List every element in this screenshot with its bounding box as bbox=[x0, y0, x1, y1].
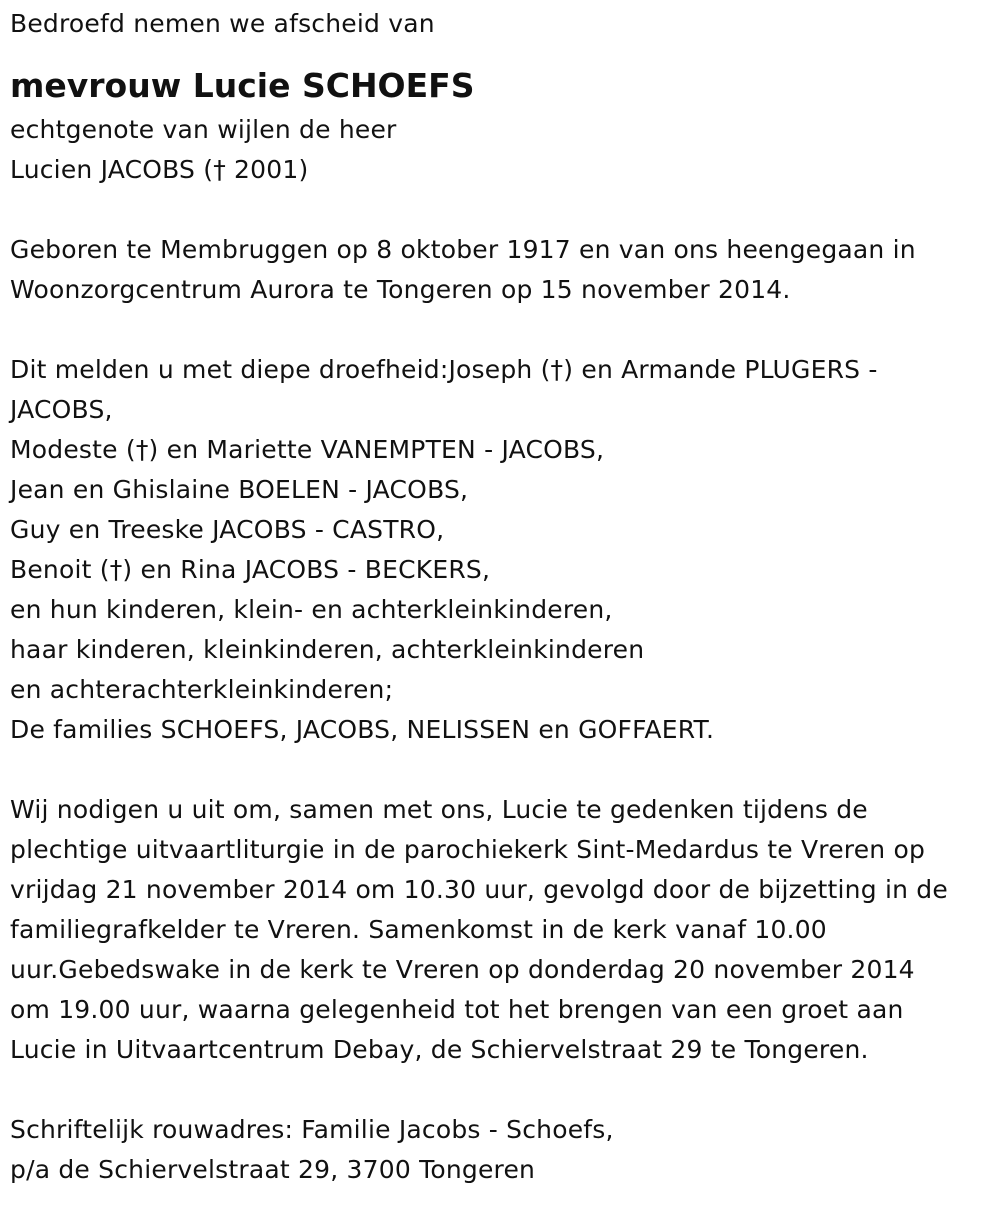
paragraph-line: Woonzorgcentrum Aurora te Tongeren op 15 november 2014. bbox=[10, 275, 791, 304]
address-paragraph bbox=[10, 1110, 990, 1190]
ceremony-line: om 19.00 uur, waarna gelegenheid tot het brengen van een groet aan bbox=[10, 995, 904, 1024]
family-line: haar kinderen, kleinkinderen, achterkleinkinderen bbox=[10, 635, 645, 664]
family-line: JACOBS, bbox=[10, 395, 113, 424]
birth-death-paragraph bbox=[10, 230, 990, 310]
ceremony-line: Wij nodigen u uit om, samen met ons, Lucie te gedenken tijdens de bbox=[10, 795, 868, 824]
intro-text: Bedroefd nemen we afscheid van bbox=[10, 9, 435, 38]
spacer bbox=[10, 1070, 990, 1110]
spacer bbox=[10, 310, 990, 350]
family-line: De families SCHOEFS, JACOBS, NELISSEN en GOFFAERT. bbox=[10, 715, 715, 744]
spouse-line: echtgenote van wijlen de heer bbox=[10, 115, 397, 144]
family-line: Jean en Ghislaine BOELEN - JACOBS, bbox=[10, 475, 469, 504]
family-paragraph bbox=[10, 350, 990, 750]
family-line: Guy en Treeske JACOBS - CASTRO, bbox=[10, 515, 445, 544]
deceased-name: mevrouw Lucie SCHOEFS bbox=[10, 66, 475, 105]
ceremony-line: vrijdag 21 november 2014 om 10.30 uur, gevolgd door de bijzetting in de bbox=[10, 875, 948, 904]
address-line: p/a de Schiervelstraat 29, 3700 Tongeren bbox=[10, 1155, 536, 1184]
ceremony-line: uur.Gebedswake in de kerk te Vreren op donderdag 20 november 2014 bbox=[10, 955, 915, 984]
family-line: Benoit (†) en Rina JACOBS - BECKERS, bbox=[10, 555, 491, 584]
spacer bbox=[10, 750, 990, 790]
family-line: Modeste (†) en Mariette VANEMPTEN - JACOBS, bbox=[10, 435, 605, 464]
address-line: Schriftelijk rouwadres: Familie Jacobs - Schoefs, bbox=[10, 1115, 614, 1144]
spouse-name-line: Lucien JACOBS († 2001) bbox=[10, 155, 309, 184]
ceremony-paragraph bbox=[10, 790, 990, 1070]
family-line: Dit melden u met diepe droefheid:Joseph (†) en Armande PLUGERS - bbox=[10, 355, 878, 384]
ceremony-line: plechtige uitvaartliturgie in de parochiekerk Sint-Medardus te Vreren op bbox=[10, 835, 926, 864]
ceremony-line: Lucie in Uitvaartcentrum Debay, de Schiervelstraat 29 te Tongeren. bbox=[10, 1035, 869, 1064]
family-line: en hun kinderen, klein- en achterkleinkinderen, bbox=[10, 595, 613, 624]
spacer bbox=[10, 190, 990, 230]
ceremony-line: familiegrafkelder te Vreren. Samenkomst in de kerk vanaf 10.00 bbox=[10, 915, 827, 944]
family-line: en achterachterkleinkinderen; bbox=[10, 675, 394, 704]
paragraph-line: Geboren te Membruggen op 8 oktober 1917 en van ons heengegaan in bbox=[10, 235, 916, 264]
